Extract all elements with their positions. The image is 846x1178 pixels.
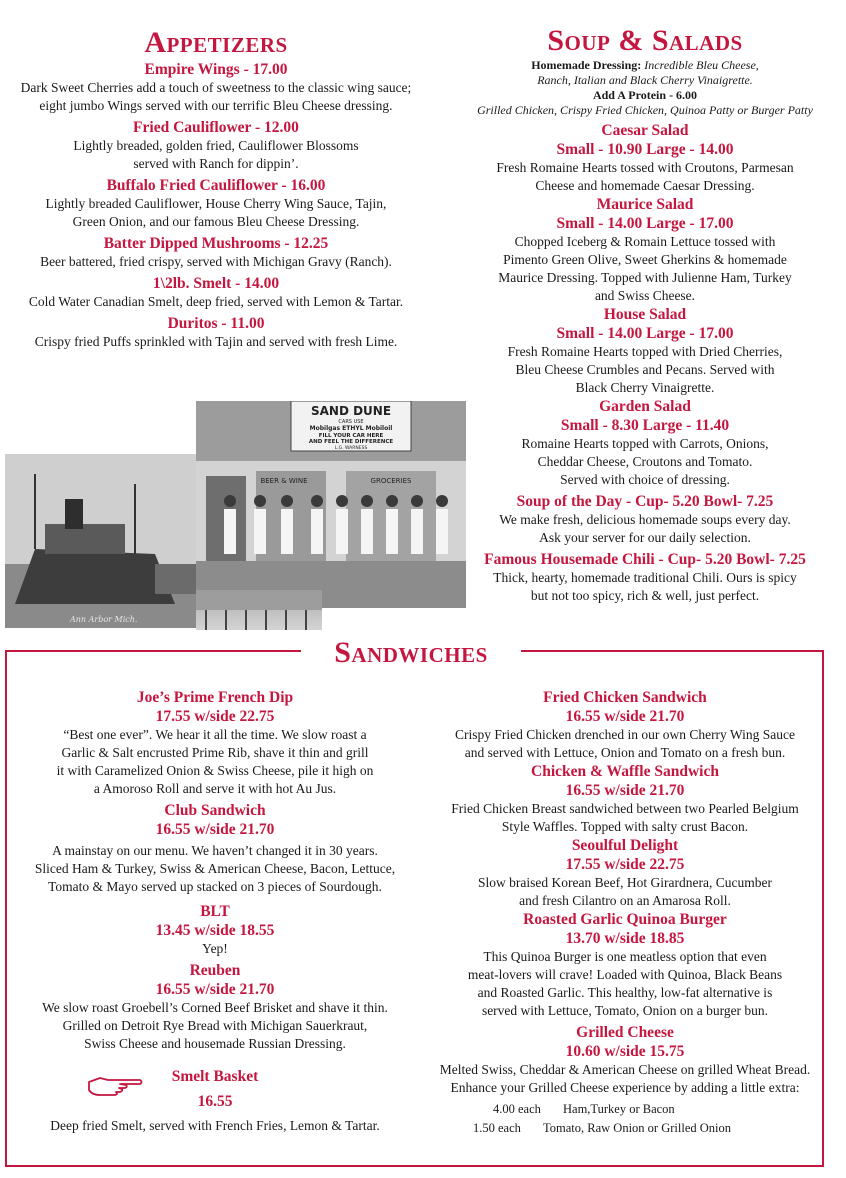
store-sign-text: Mobilgas ETHYL Mobiloil [309,425,393,432]
sandwiches-right-column [415,688,835,1138]
pier-illustration [196,590,322,630]
item-description [10,940,420,958]
sandwich-item [415,910,835,1020]
item-description: Deep fried Smelt, served with French Fries, Lemon & Tartar. [50,1118,380,1133]
sandwiches-left-column [10,688,420,1135]
salad-item [440,195,846,305]
item-price: 16.55 [197,1093,233,1110]
item-title: Seoulful Delight [571,837,679,854]
item-title: Buffalo Fried Cauliflower - 16.00 [106,177,326,194]
desc-line: Tomato & Mayo served up stacked on 3 pieces of Sourdough. [48,879,382,894]
item-description [0,195,432,231]
item-price: Small - 14.00 Large - 17.00 [556,325,734,342]
store-sign-text: SAND DUNE [310,404,392,418]
item-price: 16.55 w/side 21.70 [155,821,275,838]
item-description [440,343,846,397]
desc-line: meat-lovers will crave! Loaded with Quinoa, Black Beans [467,967,783,982]
sandwiches-heading-wrap [301,636,521,674]
item-title: Smelt Basket [171,1068,259,1085]
desc-line: Thick, hearty, homemade traditional Chili. Ours is spicy [493,570,797,585]
desc-line: Lightly breaded, golden fried, Cauliflower Blossoms [73,138,359,153]
soups-salads-section [440,24,846,605]
desc-line: Cheddar Cheese, Croutons and Tomato. [537,454,753,469]
item-title: Famous Housemade Chili - Cup- 5.20 Bowl- 7.25 [484,551,806,568]
item-price: Small - 8.30 Large - 11.40 [560,417,730,434]
window-sign: BEER & WINE [260,477,308,485]
item-title: Joe’s Prime French Dip [136,689,294,706]
desc-line: Served with choice of dressing. [560,472,730,487]
store-sign-text: CARS USE [338,419,364,425]
desc-line: Grilled on Detroit Rye Bread with Michigan Sauerkraut, [62,1018,368,1033]
desc-line: served with Lettuce, Tomato, Onion on a burger bun. [481,1003,769,1018]
item-description [440,511,846,547]
desc-line: served with Ranch for dippin’. [133,156,299,171]
appetizer-item [0,176,432,231]
item-title: Maurice Salad [596,196,694,213]
desc-line: Cold Water Canadian Smelt, deep fried, served with Lemon & Tartar. [28,294,404,309]
window-sign: GROCERIES [370,477,412,485]
desc-line: This Quinoa Burger is one meatless option that even [483,949,767,964]
item-price: 13.45 w/side 18.55 [155,922,275,939]
desc-line: and served with Lettuce, Onion and Tomato on a fresh bun. [464,745,786,760]
sandwich-item [10,801,420,896]
item-description [440,233,846,305]
appetizer-item [0,314,432,351]
item-price: 16.55 w/side 21.70 [565,782,685,799]
sandwich-item [415,1023,835,1097]
dressing-note [440,58,846,118]
sandwiches-heading: Sandwiches [334,636,488,669]
desc-line: a Amoroso Roll and serve it with hot Au Jus. [93,781,337,796]
pier-photo [196,590,322,630]
item-price: 17.55 w/side 22.75 [565,856,685,873]
desc-line: Yep! [202,941,228,956]
sandwich-item [10,902,420,958]
desc-line: Pimento Green Olive, Sweet Gherkins & homemade [503,252,787,267]
extras-items: Ham,Turkey or Bacon [563,1102,675,1116]
item-description [0,333,432,351]
pointing-hand-icon [86,1072,144,1100]
item-description [0,79,432,115]
sandwich-item [10,961,420,1053]
appetizer-item [0,274,432,311]
item-title: Duritos - 11.00 [167,315,265,332]
desc-line: eight jumbo Wings served with our terrific Bleu Cheese dressing. [39,98,393,113]
item-description [415,726,835,762]
item-price: Small - 14.00 Large - 17.00 [556,215,734,232]
desc-line: it with Caramelized Onion & Swiss Cheese, pile it high on [56,763,374,778]
item-title: Batter Dipped Mushrooms - 12.25 [103,235,329,252]
desc-line: Sliced Ham & Turkey, Swiss & American Cheese, Bacon, Lettuce, [34,861,396,876]
item-title: Club Sandwich [164,802,266,819]
item-price: 16.55 w/side 21.70 [565,708,685,725]
item-description [0,293,432,311]
desc-line: and Swiss Cheese. [594,288,696,303]
soup-item [440,550,846,605]
extras-row [493,1100,835,1119]
item-price: 16.55 w/side 21.70 [155,981,275,998]
item-description [0,253,432,271]
item-title: Empire Wings - 17.00 [144,61,288,78]
sandwich-item [415,762,835,836]
appetizers-heading: Appetizers [144,26,288,59]
item-description [0,137,432,173]
desc-line: Maurice Dressing. Topped with Julienne Ham, Turkey [498,270,792,285]
sandwich-item [415,836,835,910]
store-sign-text: FILL YOUR CAR HERE [318,433,384,439]
extras-items: Tomato, Raw Onion or Grilled Onion [543,1121,731,1135]
item-price: Small - 10.90 Large - 14.00 [556,141,734,158]
desc-line: Fried Chicken Breast sandwiched between two Pearled Belgium [451,801,799,816]
store-sign-text: L.G. WARNESS [334,446,368,451]
salad-item [440,397,846,489]
soup-item [440,492,846,547]
item-description [10,999,420,1053]
item-description [415,1061,835,1097]
sandwich-item [415,688,835,762]
item-description [440,435,846,489]
desc-line: and Roasted Garlic. This healthy, low-fat alternative is [477,985,773,1000]
item-title: 1\2lb. Smelt - 14.00 [152,275,280,292]
extras-price: 4.00 each [493,1102,541,1116]
desc-line: A mainstay on our menu. We haven’t changed it in 30 years. [52,843,378,858]
desc-line: and fresh Cilantro on an Amarosa Roll. [519,893,731,908]
salad-item [440,305,846,397]
desc-line: Crispy fried Puffs sprinkled with Tajin and served with fresh Lime. [34,334,398,349]
desc-line: Green Onion, and our famous Bleu Cheese Dressing. [72,214,360,229]
item-title: Garden Salad [599,398,691,415]
item-title: BLT [200,903,230,920]
desc-line: We slow roast Groebell’s Corned Beef Brisket and shave it thin. [42,1000,388,1015]
appetizer-item [0,234,432,271]
item-title: Reuben [189,962,241,979]
item-price: 13.70 w/side 18.85 [565,930,685,947]
sandwich-item [10,688,420,798]
desc-line: Swiss Cheese and housemade Russian Dressing. [84,1036,346,1051]
item-price: 10.60 w/side 15.75 [565,1043,685,1060]
appetizer-item [0,60,432,115]
desc-line: Fresh Romaine Hearts topped with Dried Cherries, [507,344,783,359]
item-title: Chicken & Waffle Sandwich [531,763,719,780]
store-illustration [196,401,466,608]
item-description [415,800,835,836]
desc-line: Style Waffles. Topped with salty crust Bacon. [501,819,749,834]
item-description [440,569,846,605]
ship-photo [5,454,201,628]
desc-line: but not too spicy, rich & well, just perfect. [530,588,760,603]
item-title: House Salad [603,306,687,323]
item-title: Fried Cauliflower - 12.00 [133,119,299,136]
dressing-text: Incredible Bleu Cheese, [644,58,759,72]
item-title: Soup of the Day - Cup- 5.20 Bowl- 7.25 [516,493,774,510]
protein-label: Add A Protein - 6.00 [592,88,698,102]
item-title: Roasted Garlic Quinoa Burger [523,911,727,928]
extras-row [473,1119,835,1138]
desc-line: We make fresh, delicious homemade soups every day. [499,512,791,527]
desc-line: Romaine Hearts topped with Carrots, Onions, [521,436,769,451]
protein-text: Grilled Chicken, Crispy Fried Chicken, Quinoa Patty or Burger Patty [477,103,813,117]
desc-line: Dark Sweet Cherries add a touch of sweetness to the classic wing sauce; [20,80,412,95]
store-photo [196,401,466,608]
desc-line: Chopped Iceberg & Romain Lettuce tossed with [514,234,776,249]
appetizer-item [0,118,432,173]
item-description [440,159,846,195]
desc-line: Garlic & Salt encrusted Prime Rib, shave it thin and grill [61,745,369,760]
desc-line: Slow braised Korean Beef, Hot Girardnera, Cucumber [478,875,772,890]
dressing-label: Homemade Dressing: [531,58,642,72]
ship-illustration [5,454,201,628]
item-description [415,948,835,1020]
desc-line: Fresh Romaine Hearts tossed with Croutons, Parmesan [496,160,794,175]
appetizers-section [0,26,432,351]
item-title: Fried Chicken Sandwich [543,689,707,706]
item-description [415,874,835,910]
desc-line: Black Cherry Vinaigrette. [575,380,715,395]
desc-line: Beer battered, fried crispy, served with Michigan Gravy (Ranch). [40,254,392,269]
extras-list [415,1100,835,1138]
item-description [10,842,420,896]
soups-heading: Soup & Salads [547,24,743,57]
desc-line: Melted Swiss, Cheddar & American Cheese on grilled Wheat Bread. [439,1062,811,1077]
store-sign-text: AND FEEL THE DIFFERENCE [308,439,394,445]
item-title: Caesar Salad [601,122,689,139]
item-description [10,726,420,798]
desc-line: Enhance your Grilled Cheese experience by adding a little extra: [450,1080,800,1095]
desc-line: Bleu Cheese Crumbles and Pecans. Served with [515,362,775,377]
desc-line: Ask your server for our daily selection. [539,530,751,545]
desc-line: Crispy Fried Chicken drenched in our own Cherry Wing Sauce [454,727,795,742]
sandwich-item [10,1067,420,1135]
desc-line: Lightly breaded Cauliflower, House Cherry Wing Sauce, Tajin, [45,196,387,211]
desc-line: Cheese and homemade Caesar Dressing. [535,178,755,193]
extras-price: 1.50 each [473,1121,521,1135]
item-title: Grilled Cheese [576,1024,674,1041]
item-price: 17.55 w/side 22.75 [155,708,275,725]
dressing-text: Ranch, Italian and Black Cherry Vinaigrette. [537,73,753,87]
desc-line: “Best one ever”. We hear it all the time. We slow roast a [63,727,367,742]
salad-item [440,121,846,195]
ship-caption: Ann Arbor Mich. [70,615,138,624]
